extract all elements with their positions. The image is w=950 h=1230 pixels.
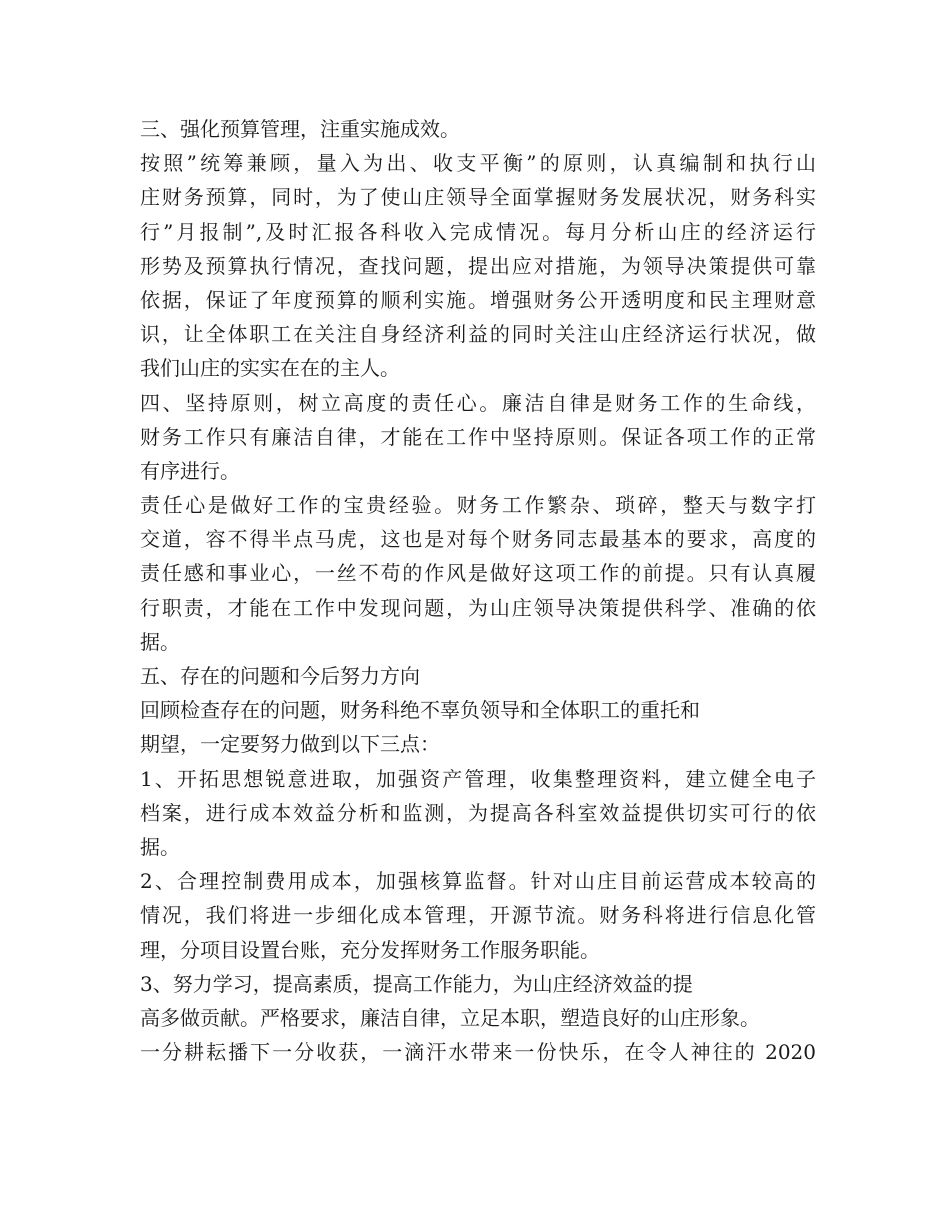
paragraph-line: 责任感和事业心，一丝不苟的作风是做好这项工作的前提。只有认真履 [140, 561, 816, 586]
paragraph-line: 财务工作只有廉洁自律，才能在工作中坚持原则。保证各项工作的正常 [140, 424, 816, 449]
list-item-2: 2、合理控制费用成本，加强核算监督。针对山庄目前运营成本较高的 [140, 869, 816, 894]
paragraph-line: 依据，保证了年度预算的顺利实施。增强财务公开透明度和民主理财意 [140, 287, 816, 312]
paragraph-line: 责任心是做好工作的宝贵经验。财务工作繁杂、琐碎，整天与数字打 [140, 493, 816, 518]
paragraph-line: 一分耕耘播下一分收获，一滴汗水带来一份快乐，在令人神往的 2020 [140, 1040, 816, 1065]
paragraph-line: 按照”统筹兼顾，量入为出、收支平衡”的原则，认真编制和执行山 [140, 151, 816, 176]
paragraph-line: 行职责，才能在工作中发现问题，为山庄领导决策提供科学、准确的依 [140, 595, 816, 620]
heading-problems: 五、存在的问题和今后努力方向 [140, 664, 420, 688]
heading-principle: 四、坚持原则，树立高度的责任心。廉洁自律是财务工作的生命线， [140, 390, 816, 415]
paragraph-line: 识，让全体职工在关注自身经济利益的同时关注山庄经济运行状况，做 [140, 322, 816, 347]
paragraph-line: 据。 [140, 629, 180, 654]
paragraph-line: 情况，我们将进一步细化成本管理，开源节流。财务科将进行信息化管 [140, 903, 816, 928]
body-text [140, 112, 816, 1069]
paragraph-line: 我们山庄的实实在在的主人。 [140, 356, 400, 381]
paragraph-line: 交道，容不得半点马虎，这也是对每个财务同志最基本的要求，高度的 [140, 527, 816, 552]
list-item-3: 3、努力学习，提高素质，提高工作能力，为山庄经济效益的提 [140, 971, 693, 996]
paragraph-line: 有序进行。 [140, 458, 240, 483]
paragraph-line: 据。 [140, 834, 180, 859]
paragraph-line: 形势及预算执行情况，查找问题，提出应对措施，为领导决策提供可靠 [140, 253, 816, 278]
paragraph-line: 高多做贡献。严格要求，廉洁自律，立足本职，塑造良好的山庄形象。 [140, 1005, 760, 1030]
paragraph-line: 行”月报制”,及时汇报各科收入完成情况。每月分析山庄的经济运行 [140, 219, 816, 244]
paragraph-line: 期望，一定要努力做到以下三点： [140, 732, 440, 757]
paragraph-line: 档案，进行成本效益分析和监测，为提高各科室效益提供切实可行的依 [140, 800, 816, 825]
list-item-1: 1、开拓思想锐意进取，加强资产管理，收集整理资料，建立健全电子 [140, 766, 816, 791]
heading-budget: 三、强化预算管理，注重实施成效。 [140, 117, 460, 141]
paragraph-line: 回顾检查存在的问题，财务科绝不辜负领导和全体职工的重托和 [140, 698, 700, 723]
paragraph-line: 庄财务预算，同时，为了使山庄领导全面掌握财务发展状况，财务科实 [140, 185, 816, 210]
paragraph-line: 理，分项目设置台账，充分发挥财务工作服务职能。 [140, 937, 600, 962]
